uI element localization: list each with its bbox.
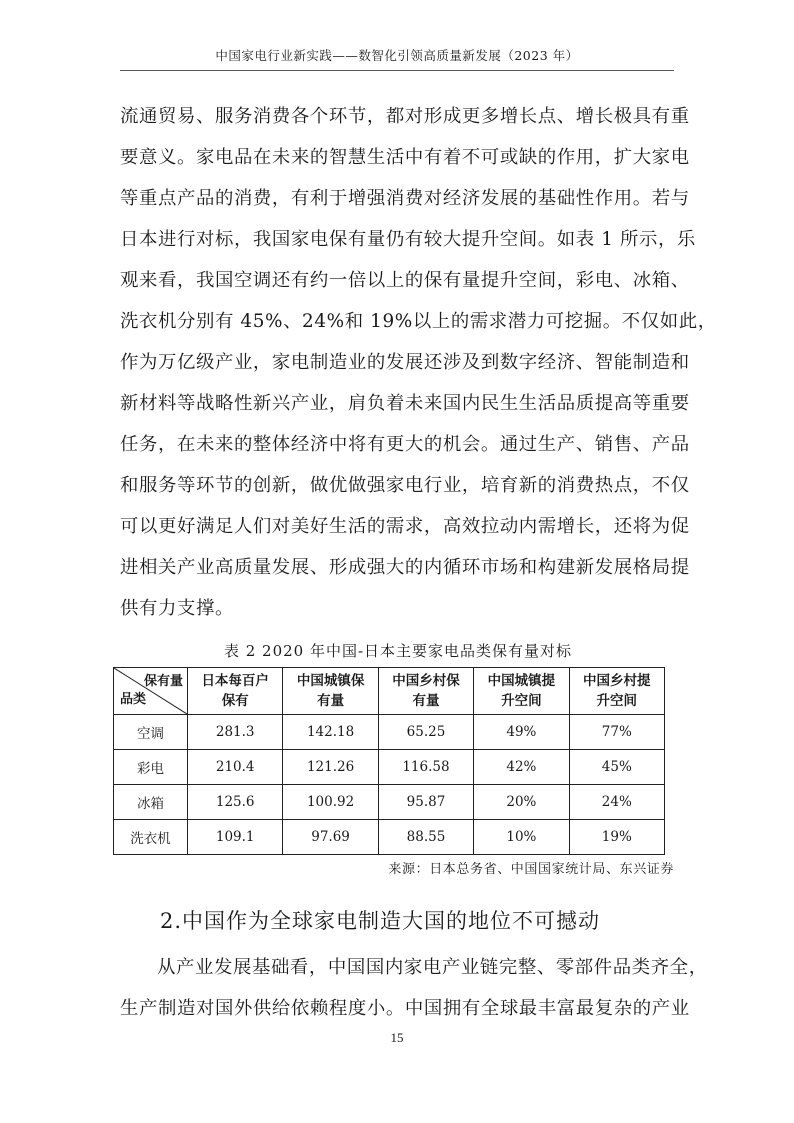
column-header: 中国乡村保 有量: [378, 668, 473, 715]
body-paragraph-2: [120, 947, 708, 1029]
row-label: 空调: [114, 715, 188, 750]
table-cell: 100.92: [283, 785, 378, 820]
corner-top-label: 保有量: [143, 674, 183, 689]
table-row: [114, 820, 665, 855]
column-header: 中国城镇保 有量: [283, 668, 378, 715]
corner-header-cell: [114, 668, 188, 715]
table-cell: 281.3: [188, 715, 283, 750]
running-header: 中国家电行业新实践——数智化引领高质量新发展（2023 年）: [120, 46, 674, 71]
table-caption: 表 2 2020 年中国-日本主要家电品类保有量对标: [223, 642, 573, 660]
table-cell: 125.6: [188, 785, 283, 820]
text-line: 作为万亿级产业，家电制造业的发展还涉及到数字经济、智能制造和: [120, 352, 690, 373]
table-cell: 88.55: [378, 820, 473, 855]
text-line: 观来看，我国空调还有约一倍以上的保有量提升空间，彩电、冰箱、: [120, 270, 690, 291]
table-cell: 10%: [474, 820, 569, 855]
text-line: 洗衣机分别有 45%、24%和 19%以上的需求潜力可挖掘。不仅如此，: [120, 311, 717, 332]
body-paragraph-1: [120, 96, 717, 629]
text-line: 流通贸易、服务消费各个环节，都对形成更多增长点、增长极具有重: [120, 106, 690, 127]
table-cell: 97.69: [283, 820, 378, 855]
text-line: 新材料等战略性新兴产业，肩负着未来国内民生生活品质提高等重要: [120, 393, 690, 414]
text-line: 生产制造对国外供给依赖程度小。中国拥有全球最丰富最复杂的产业: [120, 998, 690, 1019]
table-cell: 116.58: [378, 750, 473, 785]
text-line: 可以更好满足人们对美好生活的需求，高效拉动内需增长，还将为促: [120, 516, 690, 537]
row-label: 彩电: [114, 750, 188, 785]
table-cell: 19%: [569, 820, 664, 855]
text-line: 日本进行对标，我国家电保有量仍有较大提升空间。如表 1 所示，乐: [120, 229, 696, 250]
table-cell: 20%: [474, 785, 569, 820]
table-header-row: [114, 668, 665, 715]
table-cell: 49%: [474, 715, 569, 750]
text-line: 和服务等环节的创新，做优做强家电行业，培育新的消费热点，不仅: [120, 475, 690, 496]
table-source-note: 来源：日本总务省、中国国家统计局、东兴证券: [388, 862, 674, 877]
column-header: 中国城镇提 升空间: [474, 668, 569, 715]
column-header: 日本每百户 保有: [188, 668, 283, 715]
text-line: 等重点产品的消费，有利于增强消费对经济发展的基础性作用。若与: [120, 188, 690, 209]
table-cell: 65.25: [378, 715, 473, 750]
table-cell: 210.4: [188, 750, 283, 785]
text-line: 供有力支撑。: [120, 598, 234, 619]
row-label: 冰箱: [114, 785, 188, 820]
table-cell: 42%: [474, 750, 569, 785]
text-line: 进相关产业高质量发展、形成强大的内循环市场和构建新发展格局提: [120, 557, 690, 578]
table-cell: 142.18: [283, 715, 378, 750]
row-label: 洗衣机: [114, 820, 188, 855]
corner-bottom-label: 品类: [120, 692, 147, 707]
table-row: [114, 715, 665, 750]
table-cell: 45%: [569, 750, 664, 785]
text-line: 要意义。家电品在未来的智慧生活中有着不可或缺的作用，扩大家电: [120, 147, 690, 168]
table-cell: 77%: [569, 715, 664, 750]
section-heading: 2.中国作为全球家电制造大国的地位不可撼动: [160, 909, 601, 933]
text-line: 从产业发展基础看，中国国内家电产业链完整、零部件品类齐全，: [157, 957, 708, 978]
table-row: [114, 750, 665, 785]
text-line: 任务，在未来的整体经济中将有更大的机会。通过生产、销售、产品: [120, 434, 690, 455]
table-row: [114, 785, 665, 820]
table-cell: 95.87: [378, 785, 473, 820]
table-cell: 121.26: [283, 750, 378, 785]
appliance-ownership-table: [113, 667, 665, 855]
page-number: 15: [390, 1030, 404, 1045]
column-header: 中国乡村提 升空间: [569, 668, 664, 715]
table-cell: 24%: [569, 785, 664, 820]
table-cell: 109.1: [188, 820, 283, 855]
